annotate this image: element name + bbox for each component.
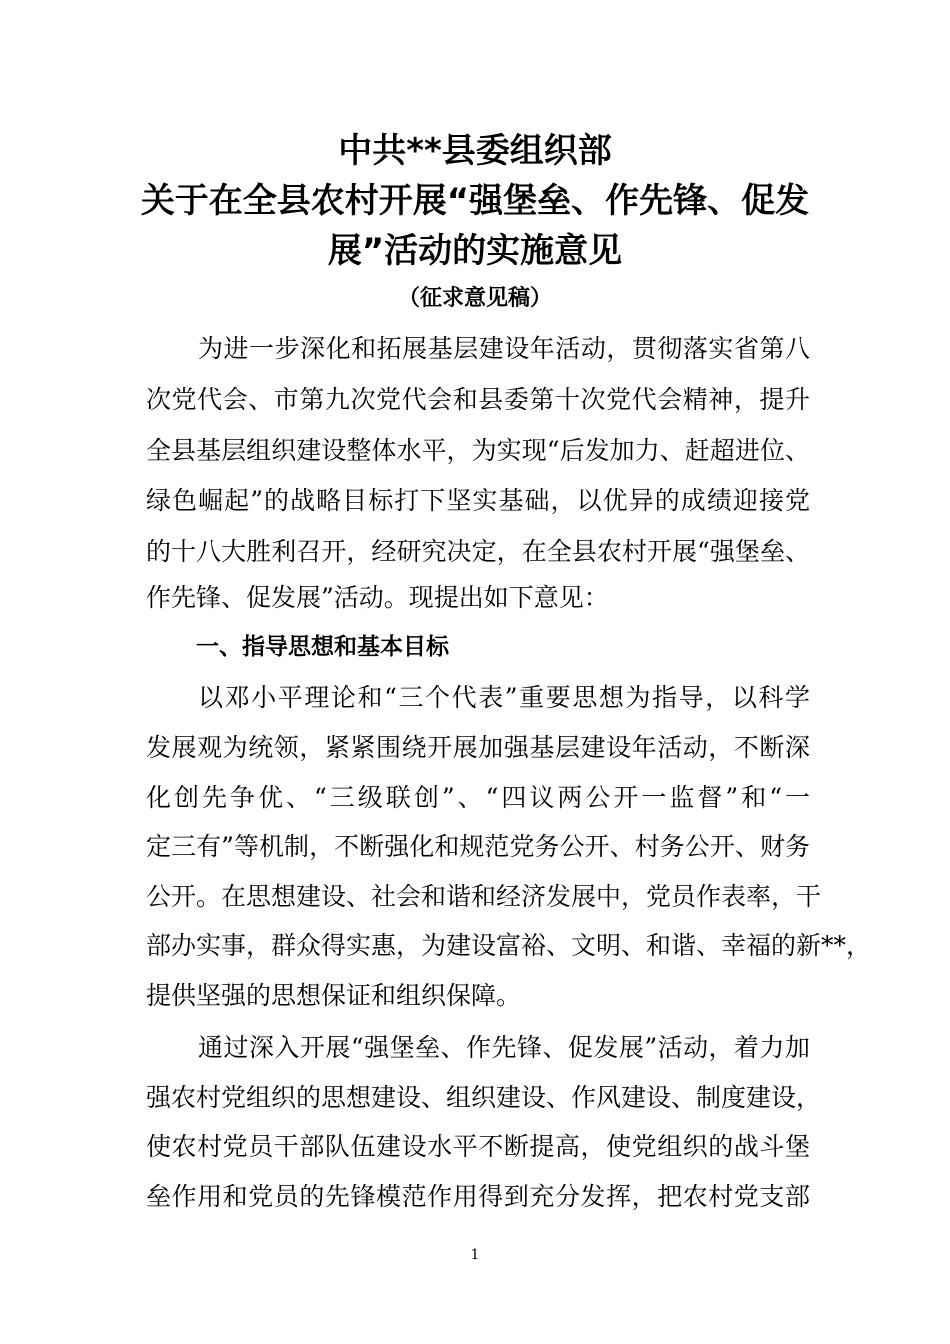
page-number: 1 [470,1247,480,1263]
document-subtitle: （征求意见稿） [397,286,552,311]
paragraph-2-line: 化创先争优、“三级联创”、“四议两公开一监督”和“一 [146,783,810,812]
paragraph-1-line: 次党代会、市第九次党代会和县委第十次党代会精神，提升 [146,385,810,414]
paragraph-3-line: 垒作用和党员的先锋模范作用得到充分发挥，把农村党支部 [146,1182,810,1211]
paragraph-2-line: 发展观为统领，紧紧围绕开展加强基层建设年活动，不断深 [146,733,810,762]
document-title-line-3: 展”活动的实施意见 [327,231,623,271]
paragraph-1-line: 全县基层组织建设整体水平，为实现“后发加力、赶超进位、 [146,436,810,465]
paragraph-3-line: 通过深入开展“强堡垒、作先锋、促发展”活动，着力加 [198,1033,810,1062]
paragraph-1-line: 为进一步深化和拓展基层建设年活动，贯彻落实省第八 [198,334,810,363]
paragraph-1-line: 作先锋、促发展”活动。现提出如下意见： [146,583,609,612]
paragraph-1-line: 的十八大胜利召开，经研究决定，在全县农村开展“强堡垒、 [146,537,810,566]
document-title-line-1: 中共**县委组织部 [338,131,612,171]
section-heading: 一、指导思想和基本目标 [196,634,449,660]
paragraph-1-line: 绿色崛起”的战略目标打下坚实基础，以优异的成绩迎接党 [146,486,810,515]
paragraph-2-line: 提供坚强的思想保证和组织保障。 [146,981,522,1010]
paragraph-2-line: 以邓小平理论和“三个代表”重要思想为指导，以科学 [198,683,810,712]
paragraph-2-line: 部办实事，群众得实惠，为建设富裕、文明、和谐、幸福的新**， [146,931,872,960]
paragraph-2-line: 公开。在思想建设、社会和谐和经济发展中，党员作表率，干 [146,882,822,911]
paragraph-2-line: 定三有”等机制，不断强化和规范党务公开、村务公开、财务 [146,832,810,861]
paragraph-3-line: 强农村党组织的思想建设、组织建设、作风建设、制度建设， [146,1083,822,1112]
document-title-line-2: 关于在全县农村开展“强堡垒、作先锋、促发 [140,181,810,221]
paragraph-3-line: 使农村党员干部队伍建设水平不断提高，使党组织的战斗堡 [146,1132,810,1161]
